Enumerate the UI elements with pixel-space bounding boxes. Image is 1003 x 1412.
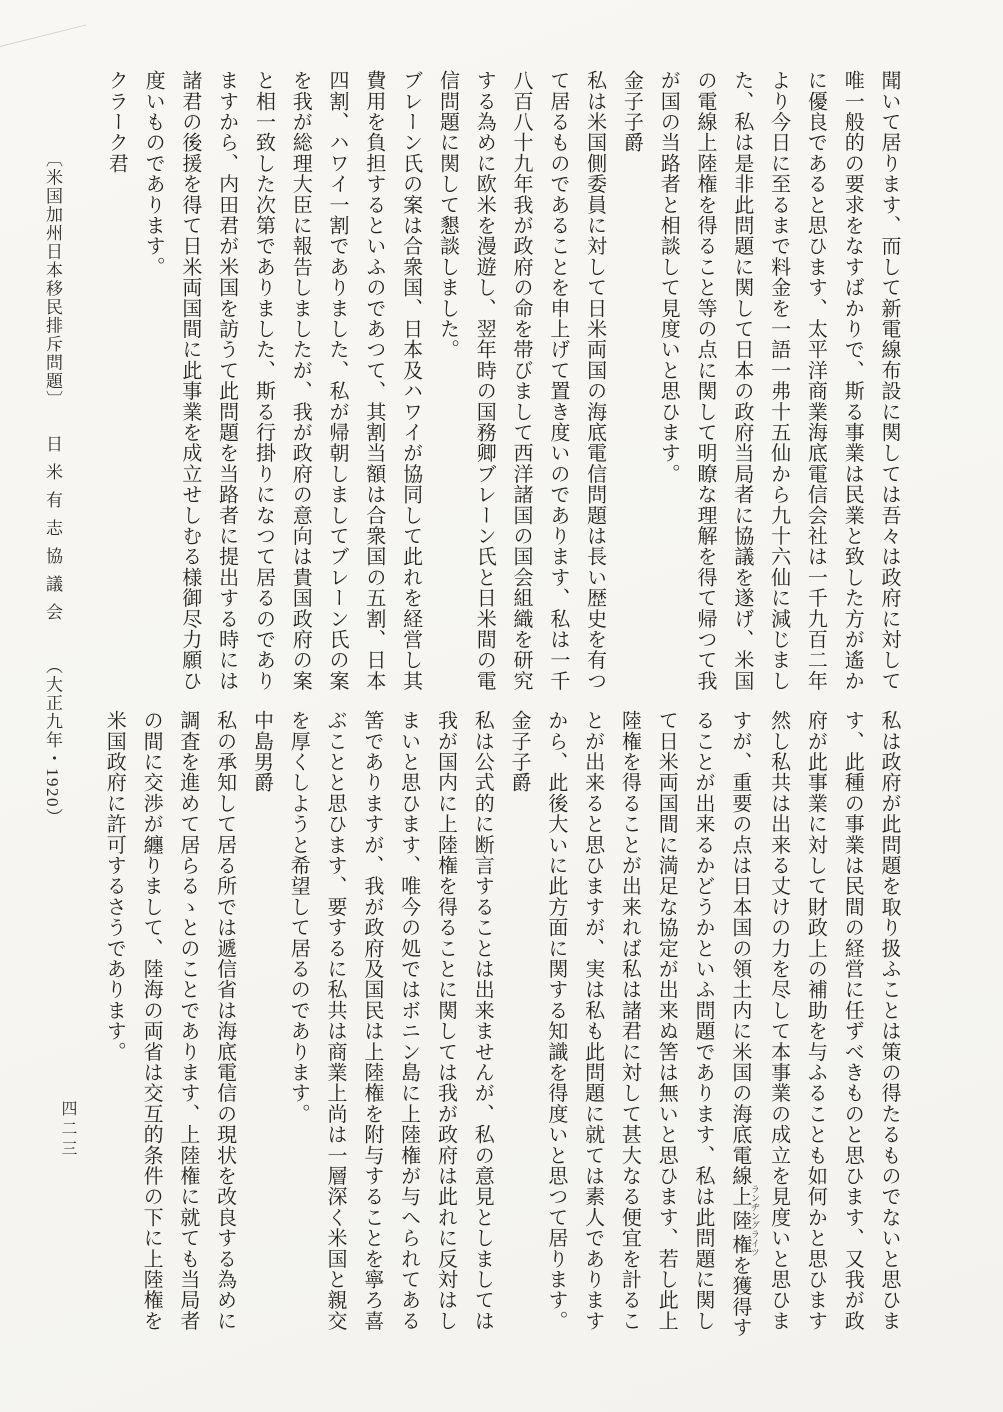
text-column: 聞いて居ります、而して新電線布設に関しては吾々は政府に対して [878, 70, 900, 691]
text-column-with-ruby [721, 710, 760, 1355]
running-head-topic: 〔米国加州日本移民排斥問題〕 [43, 150, 62, 409]
text-column: から、此後大いに此方面に関する知識を得度いと思つて居ります。 [544, 710, 567, 1331]
text-column: 陸権を得ることが出来れば私は諸君に対して甚大なる便宜を計るこ [618, 710, 641, 1331]
text-column: 信問題に関して懇談しました。 [436, 70, 459, 360]
text-column: ぶことと思ひます、要するに私共は商業上尚は一層深く米国と親交 [324, 710, 347, 1331]
speaker-heading-kaneko: 金子子爵 [620, 70, 643, 153]
text-column: より今日に至るまで料金を一語一弗十五仙から九十六仙に減じまし [767, 70, 790, 691]
text-column: て居るものであることを申上げて置き度いのであります、私は一千 [546, 70, 569, 691]
text-column: とが出来ると思ひますが、実は私も此問題に就ては素人であります [581, 710, 604, 1331]
text-column: 四割、ハワイ一割でありました、私が帰朝しましてブレーン氏の案 [326, 70, 349, 691]
text-column: 私は政府が此問題を取り扱ふことは策の得たるものでないと思ひま [878, 710, 900, 1331]
text-column: ることが出来るかどうかといふ問題であります、私は此問題に関し [692, 710, 715, 1331]
text-column: まいと思ひます、唯今の処ではボニン島に上陸権が与へられてある [397, 710, 420, 1331]
landing-rights-ruby [728, 1184, 760, 1257]
running-head-date: （大正九年・1920） [43, 657, 62, 827]
text-column: の間に交渉が纏りまして、陸海の両省は交互的条件の下に上陸権を [140, 710, 163, 1331]
text-column: 諸君の後援を得て日米両国間に此事業を成立せしむる様御尽力願ひ [178, 70, 201, 691]
running-head-org-title: 日米有志協議会 [43, 435, 62, 631]
speaker-heading-nakajima: 中島男爵 [250, 710, 273, 793]
ruby-gloss-text: ランヂングライツ [749, 1184, 760, 1257]
text-column: の電線上陸権を得ること等の点に関して明瞭な理解を得て帰つて我 [694, 70, 717, 692]
text-column: て日米両国間に満足な協定が出来ぬ筈は無いと思ひます、若し此上 [655, 710, 678, 1331]
text-column: 米国政府に許可するさうであります。 [103, 710, 126, 1062]
text-column: す、此種の事業は民間の経営に任ずべきものと思ひます、又我が政 [841, 710, 864, 1331]
text-column: ますから、内田君が米国を訪うて此問題を当路者に提出する時には [215, 70, 238, 691]
text-column: 唯一般的の要求をなすばかりで、斯る事業は民業と致した方が遙か [841, 70, 864, 691]
text-column: が国の当路者と相談して見度いと思ひます。 [657, 70, 680, 484]
text-column: 費用を負担するといふのであつて、其割当額は合衆国の五割、日本 [362, 70, 385, 691]
text-column: 私は公式的に断言することは出来ませんが、私の意見としましては [471, 710, 494, 1331]
text-column: 度いものであります。 [142, 70, 165, 277]
speaker-heading-clark: クラーク君 [105, 70, 128, 174]
bottom-text-block [95, 710, 907, 1355]
text-column: する為めに欧米を漫遊し、翌年時の国務卿ブレーン氏と日米間の電 [473, 70, 496, 691]
text-column: 私は米国側委員に対して日米両国の海底電信問題は長い歴史を有つ [583, 70, 606, 691]
text-column: と相一致した次第でありました、斯る行掛りになつて居るのであり [252, 70, 275, 691]
speaker-heading-kaneko: 金子子爵 [508, 710, 531, 793]
text-column: 私の承知して居る所では遞信省は海底電信の現状を改良する為めに [213, 710, 236, 1331]
top-text-block [97, 70, 907, 715]
text-column: 府が此事業に対して財政上の補助を与ふることも如何かと思ひます [804, 710, 827, 1331]
text-column: ブレーン氏の案は合衆国、日本及ハワイが協同して此れを経営し其 [399, 70, 422, 691]
text-column: を我が総理大臣に報告しましたが、我が政府の意向は貴国政府の案 [289, 70, 312, 691]
text-column: に優良であると思ひます、太平洋商業海底電信会社は一千九百二年 [804, 70, 827, 691]
text-column: 然し私共は出来る丈けの力を尽して本事業の成立を見度いと思ひま [767, 710, 790, 1331]
text-column: を厚くしようと希望して居るのであります。 [287, 710, 310, 1124]
ruby-pre-text: すが、重要の点は日本国の領土内に米国の海底電線 [728, 710, 751, 1187]
text-column: 我が国内に上陸権を得ることに関しては我が政府は此れに反対はし [434, 710, 457, 1331]
text-column: 調査を進めて居らるゝとのことであります、上陸権に就ても当局者 [176, 710, 199, 1331]
running-head [40, 150, 65, 827]
ruby-post-text: を獲得す [728, 1254, 751, 1338]
text-column: た、私は是非此問題に関して日本の政府当局者に協議を遂げ、米国 [730, 70, 753, 691]
page-number: 四二三 [59, 1100, 76, 1160]
ruby-base-text: 上陸権 [728, 1184, 751, 1257]
text-column: 筈でありますが、我が政府及国民は上陸権を附与することを寧ろ喜 [360, 710, 383, 1331]
text-column: 八百八十九年我が政府の命を帯びまして西洋諸国の国会組織を研究 [510, 70, 533, 691]
